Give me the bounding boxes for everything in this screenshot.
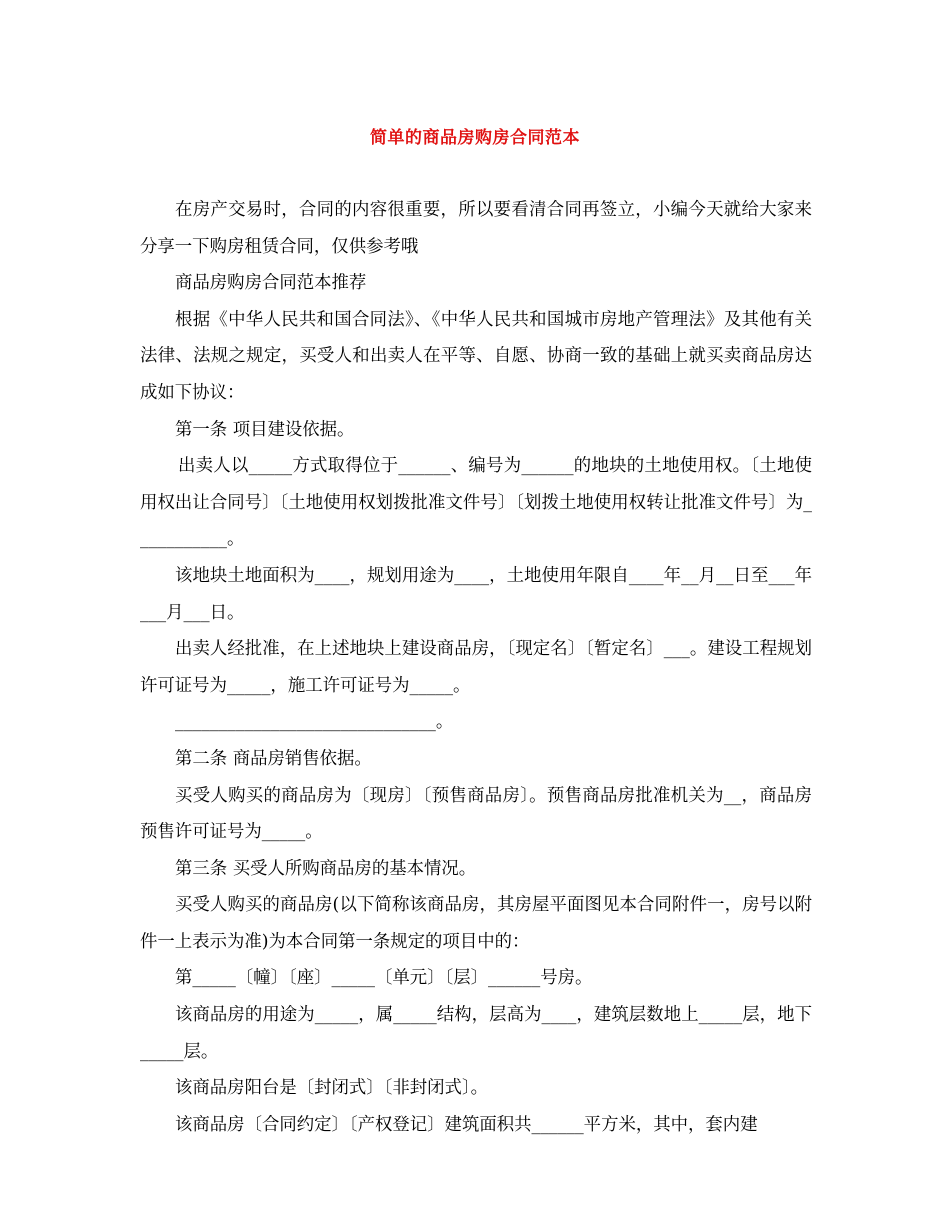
paragraph-balcony: 该商品房阳台是〔封闭式〕〔非封闭式〕。: [175, 1078, 489, 1099]
paragraph-legal-basis: 根据《中华人民共和国合同法》、《中华人民共和国城市房地产管理法》及其他有关法律、法规之规定，买受人和出卖人在平等、自愿、协商一致的基础上就买卖商品房达成如下协议：: [140, 309, 812, 403]
article-2-heading: 第二条 商品房销售依据。: [175, 748, 372, 769]
paragraph-floor-area: 该商品房〔合同约定〕〔产权登记〕建筑面积共______平方米，其中，套内建: [175, 1114, 758, 1135]
paragraph-construction-permit: 出卖人经批准，在上述地块上建设商品房，〔现定名〕〔暂定名〕___。建设工程规划许可证号为_____，施工许可证号为_____。: [140, 639, 812, 696]
paragraph-sale-basis: 买受人购买的商品房为〔现房〕〔预售商品房〕。预售商品房批准机关为__，商品房预售许可证号为_____。: [140, 785, 812, 843]
paragraph-property-use: 该商品房的用途为_____，属_____结构，层高为____，建筑层数地上_____层，地下_____层。: [140, 1005, 812, 1062]
paragraph-land-area: 该地块土地面积为____，规划用途为____，土地使用年限自____年__月__日至___年___月___日。: [140, 565, 812, 623]
paragraph-unit-number: 第_____〔幢〕〔座〕_____〔单元〕〔层〕______号房。: [175, 968, 593, 989]
paragraph-property-info: 买受人购买的商品房(以下简称该商品房，其房屋平面图见本合同附件一，房号以附件一上表示为准)为本合同第一条规定的项目中的：: [140, 895, 812, 952]
paragraph-intro: 在房产交易时，合同的内容很重要，所以要看清合同再签立，小编今天就给大家来分享一下购房租赁合同，仅供参考哦: [140, 200, 812, 257]
document-title: 简单的商品房购房合同范本: [370, 128, 580, 148]
paragraph-land-use-right: 出卖人以_____方式取得位于______、编号为______的地块的土地使用权。〔土地使用权出让合同号〕〔土地使用权划拨批准文件号〕〔划拨土地使用权转让批准文件号〕为___________。: [140, 456, 812, 550]
article-1-heading: 第一条 项目建设依据。: [175, 419, 355, 440]
paragraph-recommend: 商品房购房合同范本推荐: [175, 273, 367, 294]
document-body: [140, 192, 812, 1143]
paragraph-blank-line: ______________________________。: [175, 712, 454, 733]
article-3-heading: 第三条 买受人所购商品房的基本情况。: [175, 858, 477, 879]
